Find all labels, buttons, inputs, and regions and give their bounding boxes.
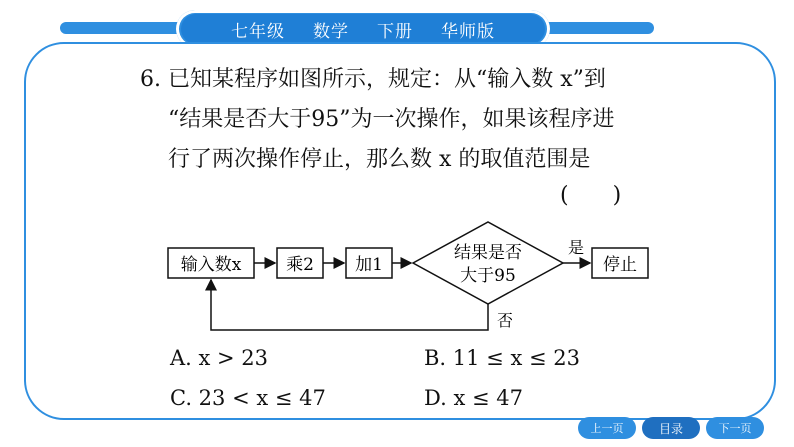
flow-text-input: 输入数x (180, 255, 242, 275)
flow-arrow-no-loop (211, 280, 488, 330)
option-b: B. 11 ≤ x ≤ 23 (424, 346, 580, 370)
flow-diamond-decision (413, 222, 563, 304)
option-c: C. 23 < x ≤ 47 (170, 386, 326, 410)
flow-text-no: 否 (496, 311, 514, 330)
question-line-3: 行了两次操作停止，那么数 x 的取值范围是 (168, 147, 591, 172)
next-page-button[interactable]: 下一页 (706, 417, 764, 439)
option-a: A. x > 23 (170, 346, 269, 370)
prev-page-button[interactable]: 上一页 (578, 417, 636, 439)
flow-text-add: 加1 (355, 255, 383, 275)
answer-parentheses: ( ) (560, 183, 622, 208)
header-subject: 数学 (313, 21, 349, 42)
header-volume: 下册 (377, 21, 413, 42)
flow-text-decision-1: 结果是否 (454, 243, 522, 263)
header-edition: 华师版 (441, 21, 495, 42)
flow-text-decision-2: 大于95 (460, 266, 516, 286)
flow-text-multiply: 乘2 (286, 255, 314, 275)
question-line-1: 6. 已知某程序如图所示，规定：从“输入数 x”到 (140, 67, 606, 92)
header-grade: 七年级 (231, 21, 285, 42)
option-d: D. x ≤ 47 (424, 386, 523, 410)
question-line-2: “结果是否大于95”为一次操作，如果该程序进 (168, 107, 615, 132)
flow-text-yes: 是 (567, 238, 585, 257)
menu-button[interactable]: 目录 (642, 417, 700, 439)
flow-text-stop: 停止 (603, 255, 637, 275)
